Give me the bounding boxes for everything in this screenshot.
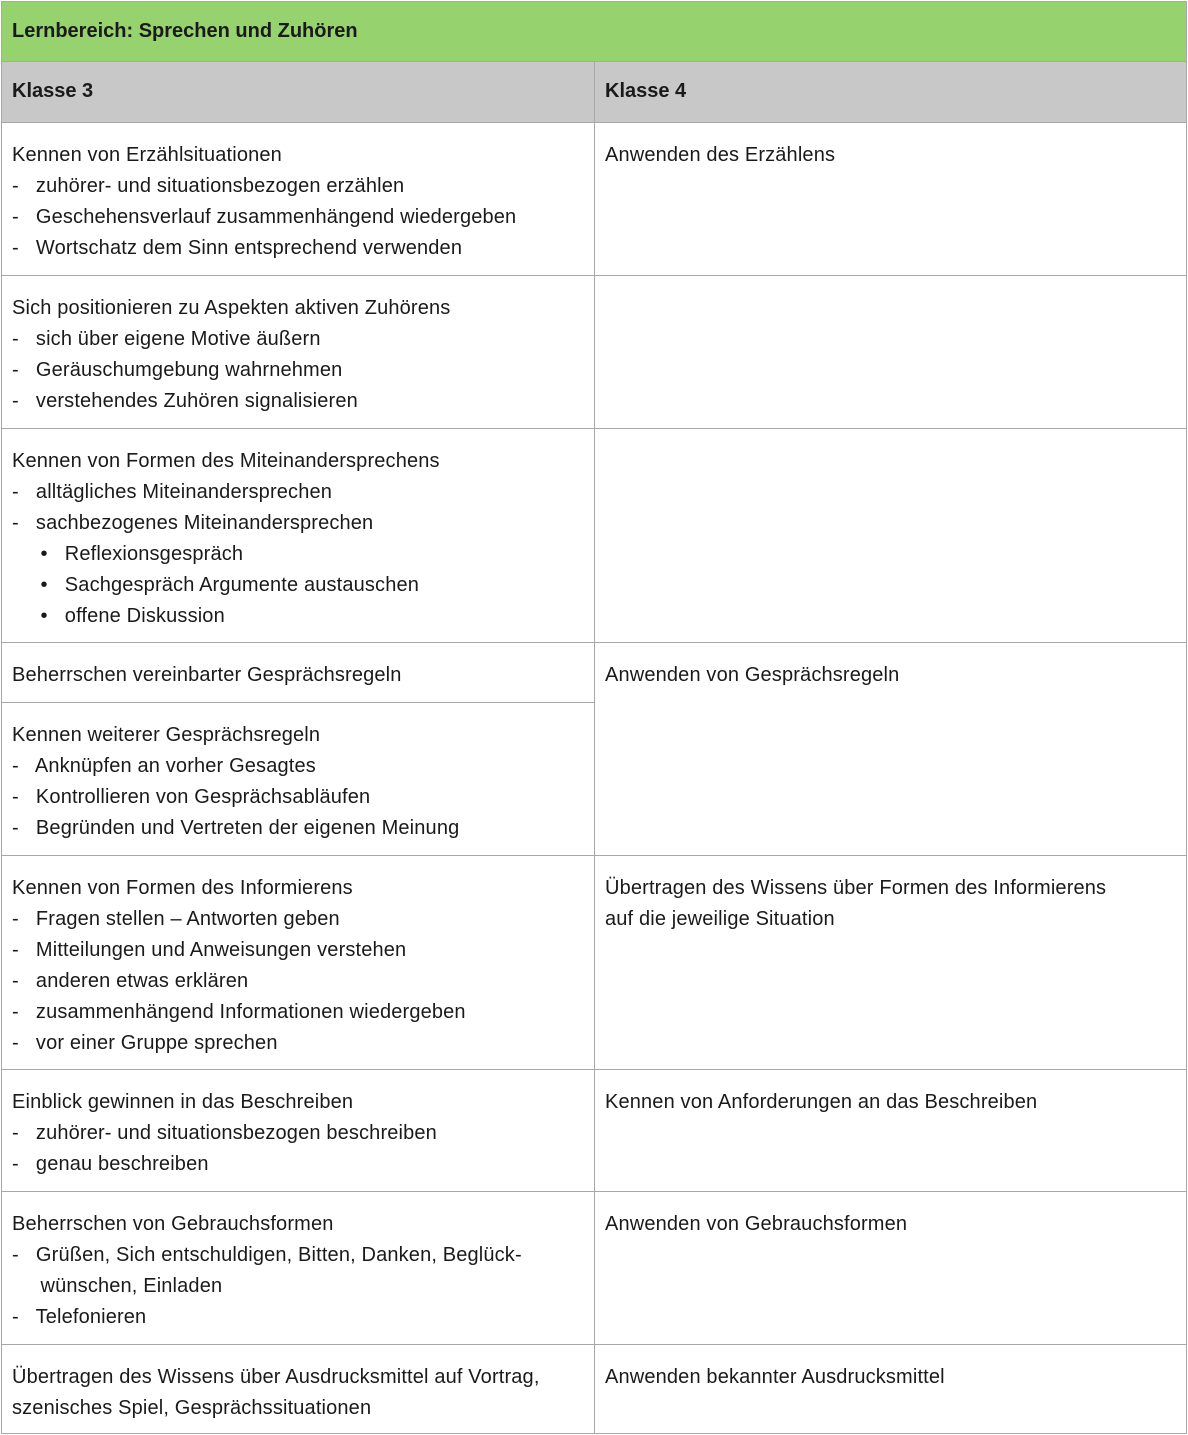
curriculum-table bbox=[1, 1, 1187, 1434]
cell-line: - anderen etwas erklären bbox=[12, 970, 249, 992]
border-left bbox=[1, 1, 2, 1434]
cell-line: Anwenden von Gebrauchsformen bbox=[605, 1213, 908, 1235]
cell-line: - Wortschatz dem Sinn entsprechend verwenden bbox=[12, 237, 463, 259]
cell-line: - alltägliches Miteinandersprechen bbox=[12, 481, 333, 503]
table-title: Lernbereich: Sprechen und Zuhören bbox=[1, 1, 1187, 61]
row-1-klasse-4 bbox=[594, 122, 1187, 171]
cell-line: - sachbezogenes Miteinandersprechen bbox=[12, 512, 374, 534]
cell-line: wünschen, Einladen bbox=[12, 1275, 223, 1297]
cell-line: - Geschehensverlauf zusammenhängend wiedergeben bbox=[12, 206, 517, 228]
row-3-klasse-4 bbox=[594, 428, 1187, 446]
row-8-klasse-3 bbox=[1, 1344, 594, 1424]
cell-line: Kennen von Formen des Miteinandersprechens bbox=[12, 450, 440, 472]
row-3-klasse-3 bbox=[1, 428, 594, 632]
row-5-klasse-3 bbox=[1, 855, 594, 1059]
row-1-klasse-3 bbox=[1, 122, 594, 264]
cell-line: Kennen von Erzählsituationen bbox=[12, 144, 282, 166]
divider bbox=[1, 702, 594, 703]
cell-line: - Anknüpfen an vorher Gesagtes bbox=[12, 755, 316, 777]
cell-line: - vor einer Gruppe sprechen bbox=[12, 1032, 278, 1054]
cell-line: - Telefonieren bbox=[12, 1306, 147, 1328]
column-divider bbox=[594, 61, 595, 1434]
cell-line: - Begründen und Vertreten der eigenen Meinung bbox=[12, 817, 460, 839]
cell-line: Anwenden von Gesprächsregeln bbox=[605, 664, 900, 686]
cell-line: - zusammenhängend Informationen wiedergeben bbox=[12, 1001, 466, 1023]
row-2-klasse-3 bbox=[1, 275, 594, 417]
cell-line: - Fragen stellen – Antworten geben bbox=[12, 908, 340, 930]
cell-line: - genau beschreiben bbox=[12, 1153, 209, 1175]
row-4-klasse-4 bbox=[594, 642, 1187, 691]
cell-line: auf die jeweilige Situation bbox=[605, 908, 835, 930]
row-4b-klasse-3 bbox=[1, 702, 594, 844]
cell-line: szenisches Spiel, Gesprächssituationen bbox=[12, 1397, 372, 1419]
cell-line: - Geräuschumgebung wahrnehmen bbox=[12, 359, 343, 381]
cell-line: • Reflexionsgespräch bbox=[12, 543, 244, 565]
cell-line: Sich positionieren zu Aspekten aktiven Zuhörens bbox=[12, 297, 451, 319]
cell-line: - zuhörer- und situationsbezogen beschreiben bbox=[12, 1122, 437, 1144]
row-6-klasse-4 bbox=[594, 1069, 1187, 1118]
cell-line: Übertragen des Wissens über Ausdrucksmittel auf Vortrag, bbox=[12, 1366, 540, 1388]
cell-line: Anwenden bekannter Ausdrucksmittel bbox=[605, 1366, 945, 1388]
cell-line: - sich über eigene Motive äußern bbox=[12, 328, 321, 350]
border-right bbox=[1186, 1, 1187, 1434]
cell-line: • offene Diskussion bbox=[12, 605, 225, 627]
cell-line: - zuhörer- und situationsbezogen erzählen bbox=[12, 175, 405, 197]
row-4a-klasse-3 bbox=[1, 642, 594, 691]
row-5-klasse-4 bbox=[594, 855, 1187, 935]
row-7-klasse-3 bbox=[1, 1191, 594, 1333]
row-2-klasse-4 bbox=[594, 275, 1187, 293]
cell-line: Übertragen des Wissens über Formen des Informierens bbox=[605, 877, 1107, 899]
cell-line: Einblick gewinnen in das Beschreiben bbox=[12, 1091, 354, 1113]
cell-line: - Kontrollieren von Gesprächsabläufen bbox=[12, 786, 371, 808]
column-header-klasse-4: Klasse 4 bbox=[594, 61, 1187, 122]
cell-line: Kennen von Formen des Informierens bbox=[12, 877, 353, 899]
cell-line: • Sachgespräch Argumente austauschen bbox=[12, 574, 420, 596]
row-8-klasse-4 bbox=[594, 1344, 1187, 1393]
cell-line: - verstehendes Zuhören signalisieren bbox=[12, 390, 358, 412]
cell-line: Beherrschen von Gebrauchsformen bbox=[12, 1213, 334, 1235]
cell-line: Kennen von Anforderungen an das Beschreiben bbox=[605, 1091, 1038, 1113]
column-header-klasse-3: Klasse 3 bbox=[1, 61, 594, 122]
cell-line: Anwenden des Erzählens bbox=[605, 144, 836, 166]
row-6-klasse-3 bbox=[1, 1069, 594, 1180]
cell-line: Kennen weiterer Gesprächsregeln bbox=[12, 724, 321, 746]
border-top bbox=[1, 1, 1187, 2]
cell-line: - Mitteilungen und Anweisungen verstehen bbox=[12, 939, 407, 961]
row-7-klasse-4 bbox=[594, 1191, 1187, 1240]
cell-line: - Grüßen, Sich entschuldigen, Bitten, Danken, Beglück- bbox=[12, 1244, 522, 1266]
cell-line: Beherrschen vereinbarter Gesprächsregeln bbox=[12, 664, 402, 686]
